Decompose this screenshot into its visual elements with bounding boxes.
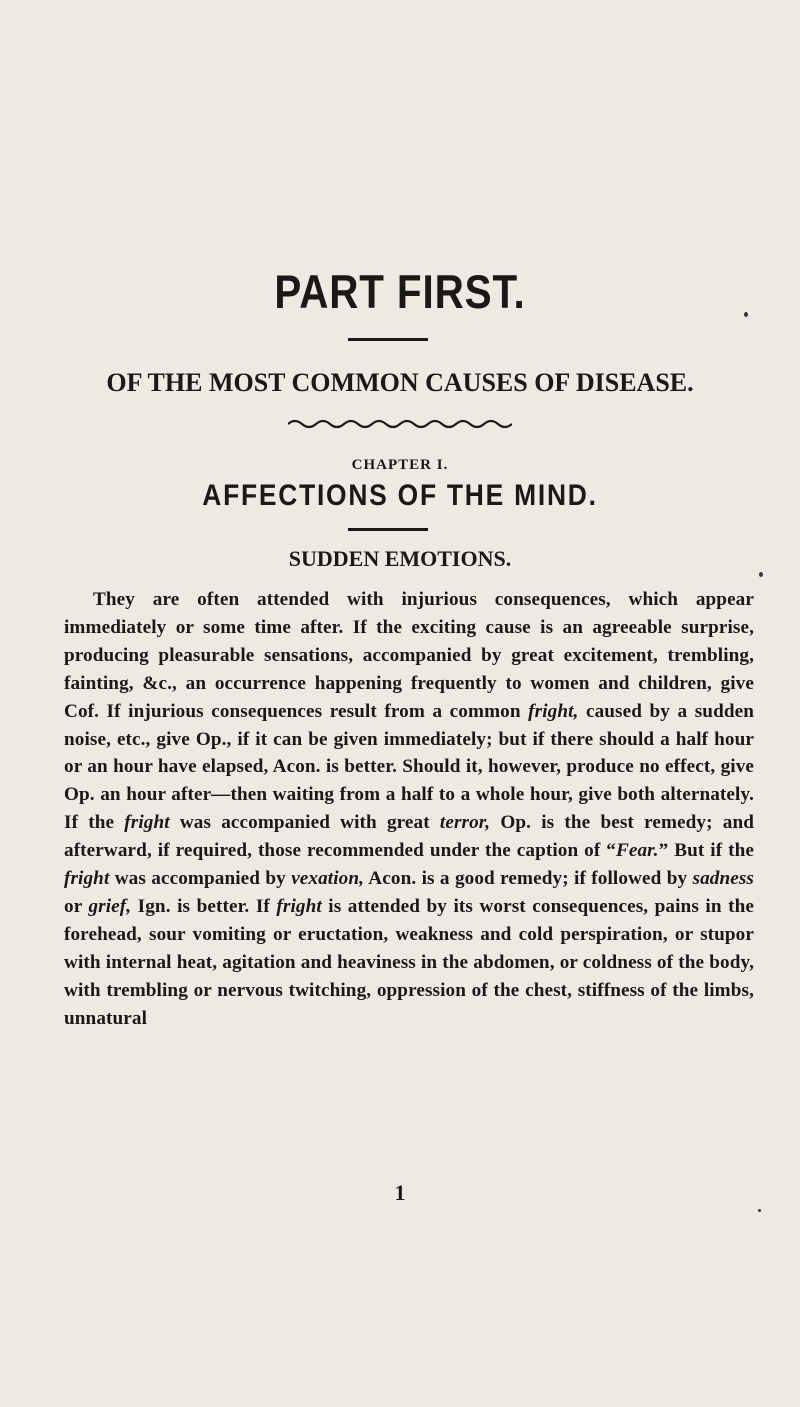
- text-run: caused by a sudden noise, etc., give Op., if it can be given immediately; but if there should a half hour or an hour have elapsed, Acon. is better. Should it, however, produce no effect, give Op. an hour after—then waiting from a half to a whole hour, give both alternately. If the: [64, 700, 754, 834]
- ink-speck: [758, 1209, 761, 1212]
- text-run: Acon. is a good remedy; if followed by: [364, 868, 693, 890]
- text-run: They are often attended with injurious consequences, which appear immediately or some time after. If the exciting cause is an agreeable surprise, producing pleasurable sensations, accompanied by great excitement, trembling, fainting, &c., an occurrence happening frequently to women and children, give Cof. If injurious consequences result from a common: [64, 589, 754, 722]
- ink-speck: [744, 312, 748, 317]
- part-title: PART FIRST.: [274, 265, 526, 318]
- emphasis: Fear.: [615, 840, 659, 862]
- text-run: ” But if the: [658, 840, 754, 862]
- title-rule: [348, 338, 428, 341]
- text-run: Ign. is better. If: [131, 895, 277, 917]
- ink-speck: [759, 572, 763, 577]
- part-subtitle: OF THE MOST COMMON CAUSES OF DISEASE.: [106, 368, 694, 397]
- section-rule: [348, 528, 428, 531]
- chapter-label: CHAPTER I.: [351, 457, 449, 473]
- emphasis: fright: [64, 868, 110, 890]
- emphasis: vexation,: [291, 868, 365, 890]
- wavy-divider: [288, 418, 512, 430]
- emphasis: sadness: [692, 868, 754, 890]
- emphasis: fright: [124, 812, 170, 834]
- section-title: AFFECTIONS OF THE MIND.: [202, 479, 598, 512]
- text-run: Op. is the best remedy; and afterward, if required, those recommended under the caption of “: [64, 812, 755, 862]
- emphasis: fright,: [528, 700, 579, 722]
- text-run: was accompanied by: [109, 868, 292, 890]
- body-paragraph: [64, 586, 754, 1033]
- emphasis: fright: [276, 895, 322, 917]
- text-run: was accompanied with great: [169, 812, 440, 834]
- text-run: or: [64, 895, 89, 917]
- text-run: is attended by its worst consequences, pains in the forehead, sour vomiting or eructation, weakness and cold perspiration, or stupor with internal heat, agitation and heaviness in the abdomen, or coldness of the body, with trembling or nervous twitching, oppression of the chest, stiffness of the limbs, unnatural: [64, 895, 754, 1029]
- emphasis: terror,: [439, 812, 491, 834]
- page-number: 1: [394, 1180, 406, 1205]
- subsection-heading: SUDDEN EMOTIONS.: [288, 546, 512, 571]
- emphasis: grief,: [88, 895, 132, 917]
